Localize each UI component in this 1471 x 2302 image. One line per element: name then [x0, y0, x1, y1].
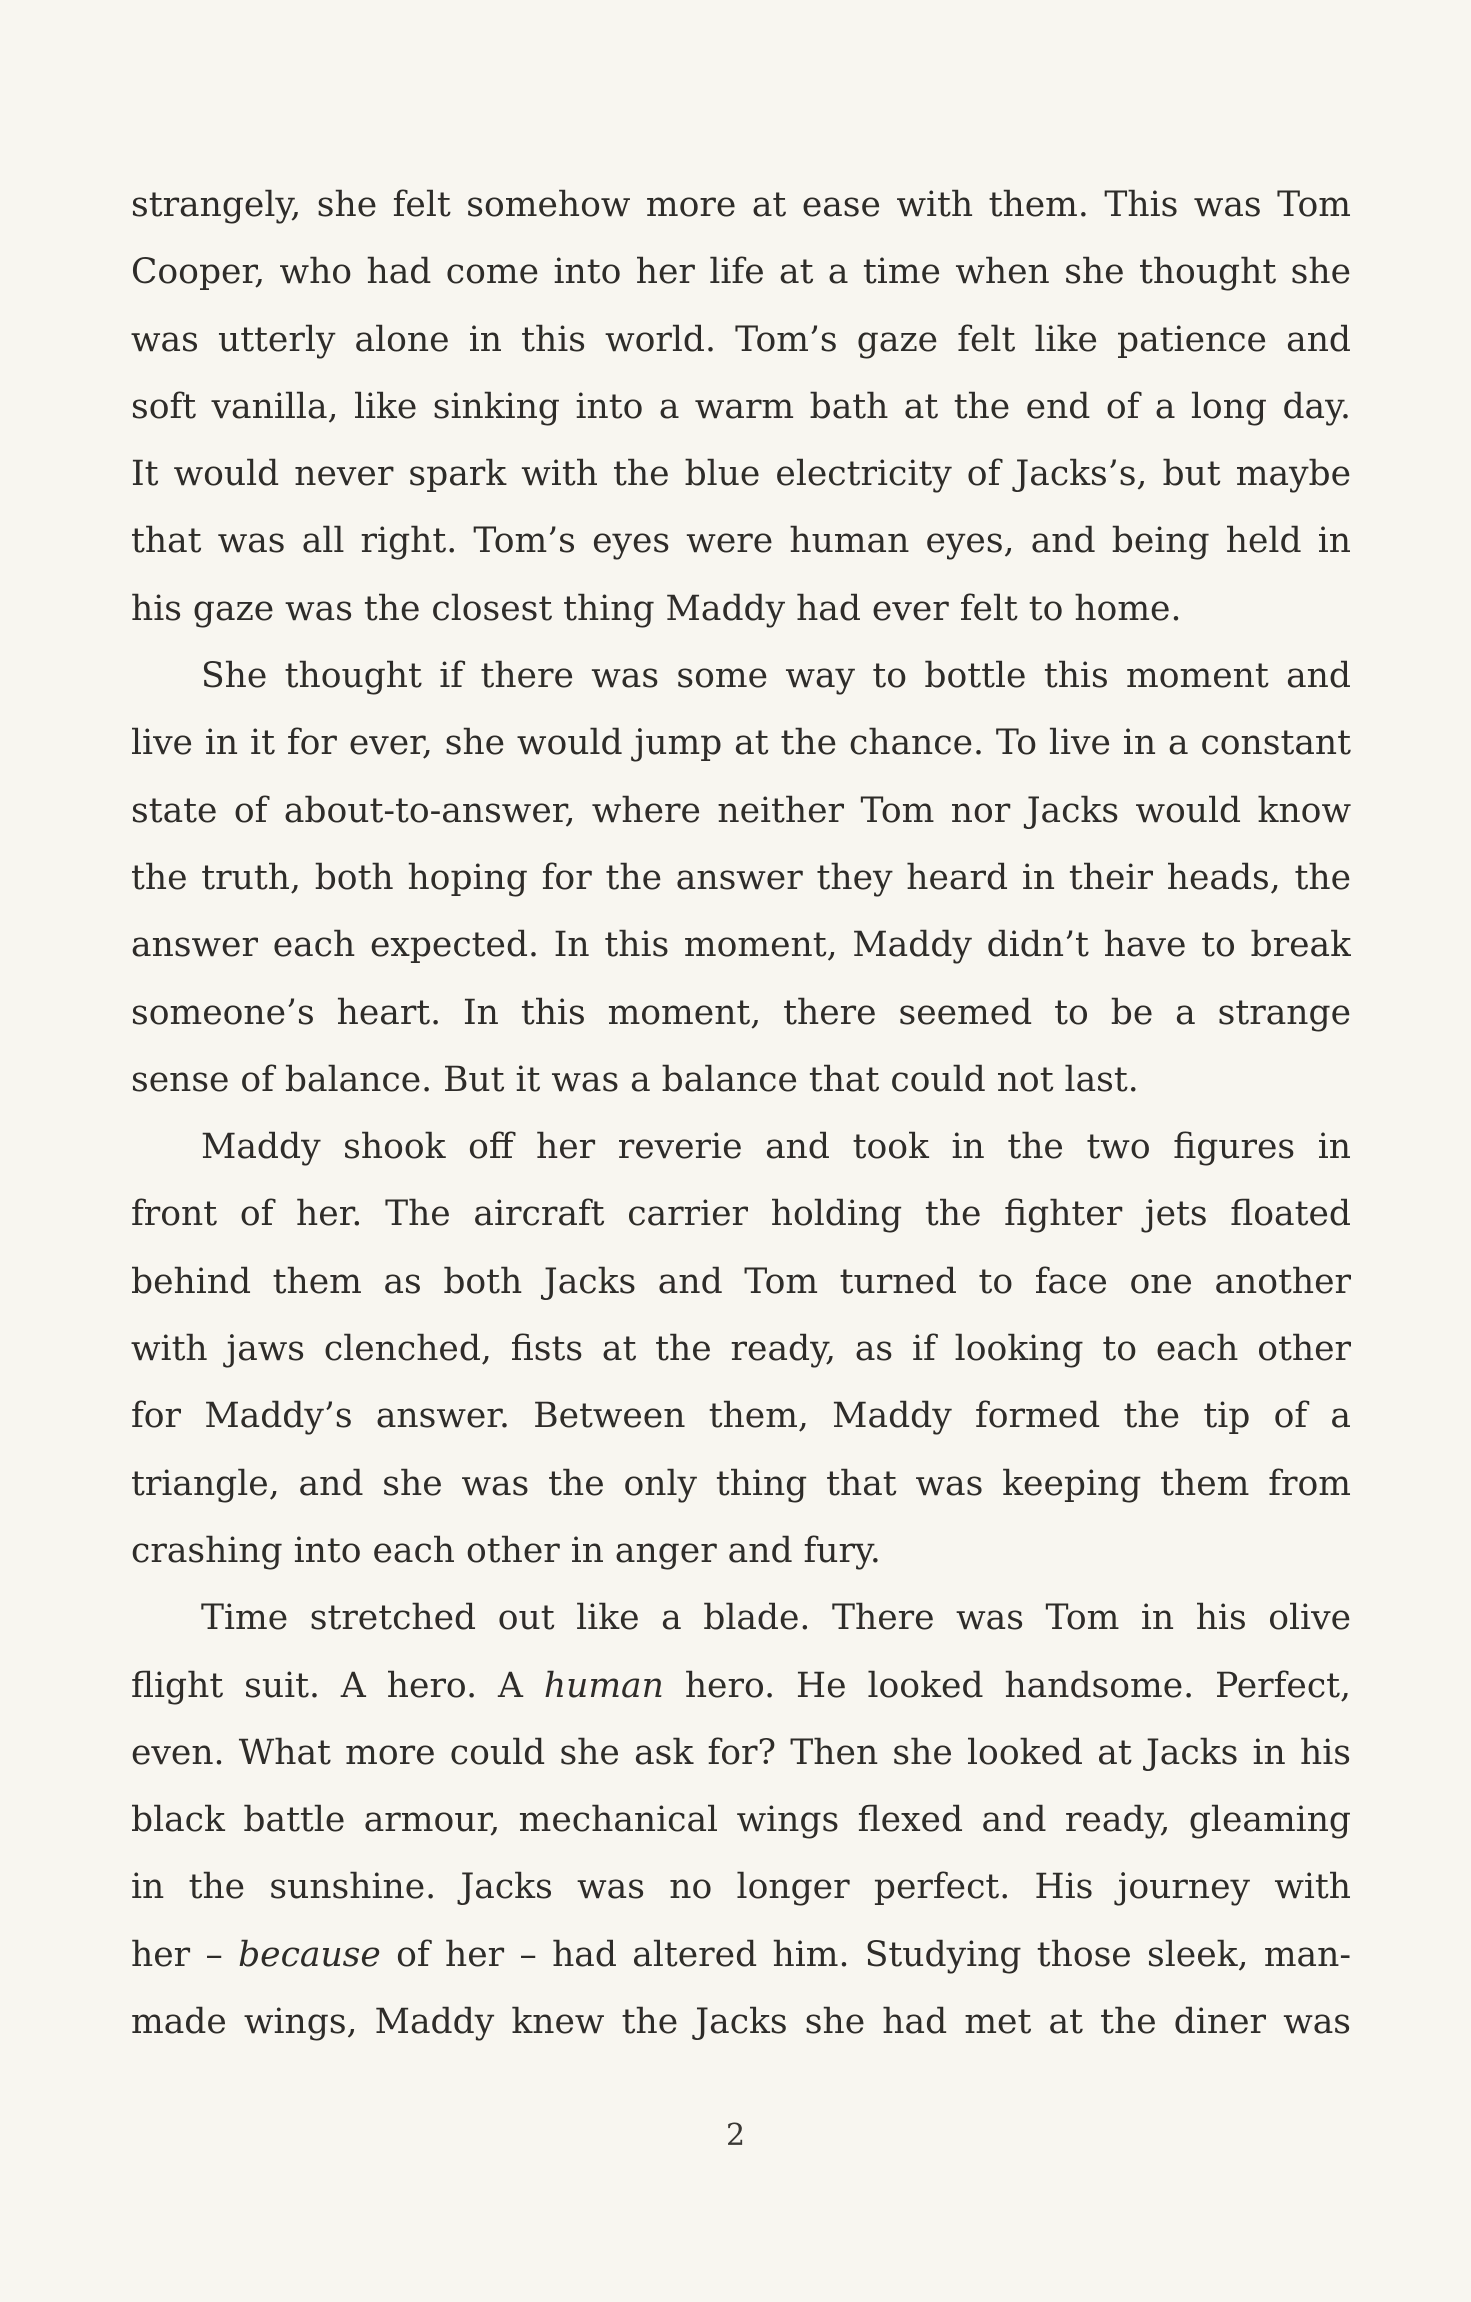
text-run: of her – had altered him. Studying those sleek, man- [380, 1934, 1351, 1975]
page-number: 2 [725, 2118, 746, 2153]
text-run: someone’s heart. In this moment, there seemed to be a strange [131, 992, 1351, 1033]
text-run: She thought if there was some way to bottle this moment and [201, 656, 1351, 697]
text-run: crashing into each other in anger and fury. [131, 1530, 881, 1571]
text-line [131, 1383, 1351, 1450]
text-line [131, 1922, 1351, 1989]
text-line [131, 1518, 1351, 1585]
text-line [131, 980, 1351, 1047]
text-line [131, 778, 1351, 845]
text-line [131, 508, 1351, 575]
text-run: sense of balance. But it was a balance that could not last. [131, 1059, 1139, 1100]
text-run: for Maddy’s answer. Between them, Maddy formed the tip of a [131, 1396, 1351, 1437]
text-line [131, 307, 1351, 374]
text-run: triangle, and she was the only thing that was keeping them from [131, 1463, 1351, 1504]
text-run: the truth, both hoping for the answer they heard in their heads, the [131, 857, 1351, 898]
text-run: Cooper, who had come into her life at a time when she thought she [131, 252, 1351, 293]
text-line [131, 643, 1351, 710]
text-line [131, 1181, 1351, 1248]
text-line [131, 239, 1351, 306]
text-line [131, 710, 1351, 777]
italic-text: because [238, 1934, 381, 1975]
text-run: black battle armour, mechanical wings flexed and ready, gleaming [131, 1800, 1351, 1841]
text-run: live in it for ever, she would jump at the chance. To live in a constant [131, 723, 1351, 764]
text-line [131, 1047, 1351, 1114]
text-line [131, 1787, 1351, 1854]
text-run: It would never spark with the blue electricity of Jacks’s, but maybe [131, 454, 1351, 495]
text-line [131, 1653, 1351, 1720]
text-run: soft vanilla, like sinking into a warm bath at the end of a long day. [131, 386, 1351, 427]
text-line [131, 1114, 1351, 1181]
text-line [131, 374, 1351, 441]
text-run: state of about-to-answer, where neither Tom nor Jacks would know [131, 790, 1351, 831]
body-text [131, 172, 1351, 2056]
text-line [131, 441, 1351, 508]
text-run: with jaws clenched, fists at the ready, as if looking to each other [131, 1329, 1351, 1370]
text-run: made wings, Maddy knew the Jacks she had met at the diner was [131, 2002, 1351, 2043]
text-line [131, 1451, 1351, 1518]
italic-text: human [543, 1665, 664, 1706]
text-run: strangely, she felt somehow more at ease with them. This was Tom [131, 185, 1351, 225]
text-run: hero. He looked handsome. Perfect, [663, 1665, 1351, 1706]
text-run: that was all right. Tom’s eyes were human eyes, and being held in [131, 521, 1351, 562]
text-run: his gaze was the closest thing Maddy had ever felt to home. [131, 588, 1182, 629]
text-line [131, 576, 1351, 643]
text-run: flight suit. A hero. A [131, 1665, 544, 1706]
text-line [131, 845, 1351, 912]
text-line [131, 1989, 1351, 2056]
text-run: behind them as both Jacks and Tom turned to face one another [131, 1261, 1351, 1302]
text-run: in the sunshine. Jacks was no longer perfect. His journey with [131, 1867, 1351, 1908]
text-line [131, 912, 1351, 979]
text-line [131, 172, 1351, 239]
text-run: her – [131, 1934, 239, 1975]
text-line [131, 1249, 1351, 1316]
text-line [131, 1585, 1351, 1652]
text-run: was utterly alone in this world. Tom’s gaze felt like patience and [131, 319, 1351, 360]
text-line [131, 1316, 1351, 1383]
text-run: even. What more could she ask for? Then she looked at Jacks in his [131, 1732, 1351, 1773]
text-line [131, 1854, 1351, 1921]
text-run: front of her. The aircraft carrier holding the fighter jets floated [131, 1194, 1351, 1235]
text-run: Time stretched out like a blade. There was Tom in his olive [201, 1598, 1351, 1639]
text-line [131, 1720, 1351, 1787]
text-run: answer each expected. In this moment, Maddy didn’t have to break [131, 925, 1351, 966]
text-run: Maddy shook off her reverie and took in the two figures in [201, 1127, 1351, 1168]
